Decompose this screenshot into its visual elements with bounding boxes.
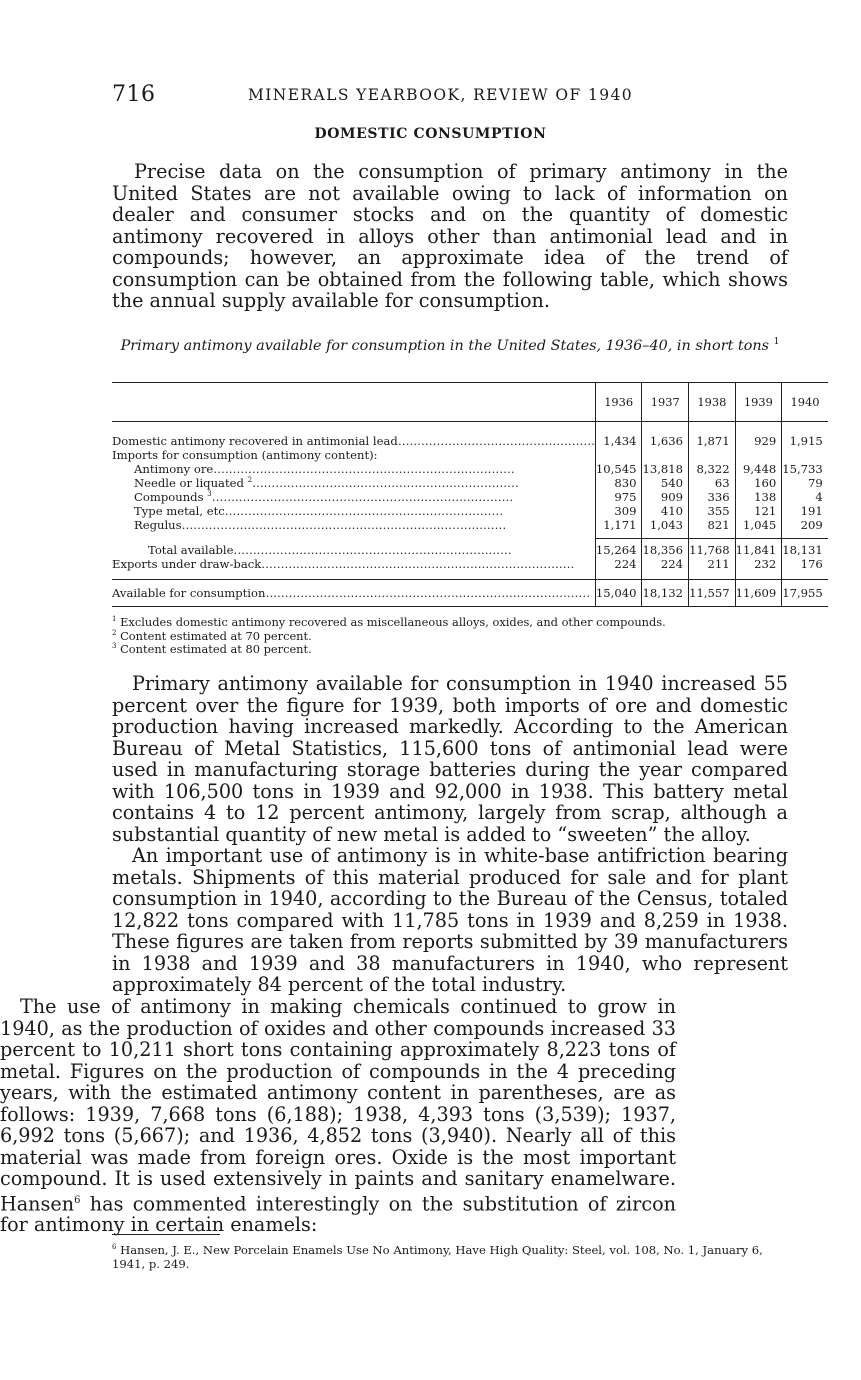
- table-row: Exports under draw-back……………………………………………………………………… 224 224 211 232 176: [112, 557, 828, 571]
- table-cell: 929: [735, 434, 782, 448]
- row-label: Needle or liquated: [134, 476, 244, 490]
- row-label: Imports for consumption (antimony content):: [112, 448, 378, 462]
- table-cell: 17,955: [782, 580, 828, 607]
- table-row: Needle or liquated $^2$…………………………………………………………… 830 540 63 160 79: [112, 476, 828, 490]
- table-cell: 540: [642, 476, 689, 490]
- table-row-available: Available for consumption………………………………………………………………………… 15,040 18,132 11,557 11,609 17,955: [112, 580, 828, 607]
- spacer-row: [112, 571, 828, 580]
- table-caption: [112, 333, 788, 355]
- paragraph-chemicals-text: The use of antimony in making chemicals continued to grow in 1940, as the production of oxides and other compounds increased 33 percent to 10,211 short tons containing approximately 8,223 tons of metal. Figures on the production of compounds in the 4 preceding years, with the estimated antimony content in parentheses, are as follows: 1939, 7,668 tons (6,188); 1938, 4,393 tons (3,539); 1937, 6,992 tons (5,667); and 1936, 4,852 tons (3,940). Nearly all of this material was made from foreign ores. Oxide is the most important compound. It is used extensively in paints and sanitary enamelware. Hansen: [0, 995, 676, 1215]
- table-footnote: [112, 640, 312, 656]
- table-cell: 15,264: [595, 543, 642, 557]
- table-cell: 224: [642, 557, 689, 571]
- row-label: Domestic antimony recovered in antimonial lead: [112, 434, 398, 448]
- header-year: 1940: [782, 383, 828, 422]
- paragraph-chemicals-tail: has commented interestingly on the substitution of zircon for antimony in certain enamels:: [0, 1191, 676, 1237]
- row-label: Type metal, etc: [134, 504, 225, 518]
- table-cell: 15,733: [782, 462, 828, 476]
- paragraph-bearing-metals: An important use of antimony is in white-base antifriction bearing metals. Shipments of this material produced for sale and for plant consumption in 1940, according to the Bureau of the Census, totaled 12,822 tons compared with 11,785 tons in 1939 and 8,259 in 1938. These figures are taken from reports submitted by 39 manufacturers in 1938 and 1939 and 38 manufacturers in 1940, who represent approximately 84 percent of the total industry.: [112, 844, 788, 996]
- page-number: 716: [112, 82, 156, 107]
- table-cell: 909: [642, 490, 689, 504]
- table-cell: 11,609: [735, 580, 782, 607]
- table-cell: 63: [689, 476, 736, 490]
- table-cell: 1,043: [642, 518, 689, 532]
- table-cell: 13,818: [642, 462, 689, 476]
- row-note: 2: [247, 476, 253, 485]
- table-cell: 211: [689, 557, 736, 571]
- table-cell: 191: [782, 504, 828, 518]
- header-year: 1938: [689, 383, 736, 422]
- spacer-row: [112, 422, 828, 435]
- table-cell: 336: [689, 490, 736, 504]
- paragraph-intro: Precise data on the consumption of primary antimony in the United States are not available owing to lack of information on dealer and consumer stocks and on the quantity of domestic antimony recovered in alloys other than antimonial lead and in compounds; however, an approximate idea of the trend of consumption can be obtained from the following table, which shows the annual supply available for consumption.: [112, 160, 788, 312]
- table-cell: 1,871: [689, 434, 736, 448]
- footnote-text: Content estimated at 80 percent.: [120, 641, 312, 656]
- table-cell: 232: [735, 557, 782, 571]
- footnote-text: Excludes domestic antimony recovered as miscellaneous alloys, oxides, and other compounds.: [120, 614, 666, 629]
- table-cell: 11,841: [735, 543, 782, 557]
- row-label: Available for consumption: [112, 586, 266, 600]
- paragraph-batteries: Primary antimony available for consumption in 1940 increased 55 percent over the figure for 1939, both imports of ore and domestic production having increased markedly. According to the American Bureau of Metal Statistics, 115,600 tons of antimonial lead were used in manufacturing storage batteries during the year compared with 106,500 tons in 1939 and 92,000 in 1938. This battery metal contains 4 to 12 percent antimony, largely from scrap, although a substantial quantity of new metal is added to “sweeten” the alloy.: [112, 672, 788, 846]
- table-cell: 1,171: [595, 518, 642, 532]
- table-cell: 975: [595, 490, 642, 504]
- table-cell: 138: [735, 490, 782, 504]
- table-cell: 18,132: [642, 580, 689, 607]
- table-cell: 10,545: [595, 462, 642, 476]
- table-cell: 79: [782, 476, 828, 490]
- table-cell: 1,915: [782, 434, 828, 448]
- table-cell: 1,045: [735, 518, 782, 532]
- running-title: MINERALS YEARBOOK, REVIEW OF 1940: [248, 86, 634, 104]
- page-footnote: [112, 1240, 792, 1271]
- table-cell: 160: [735, 476, 782, 490]
- table-caption-note: 1: [773, 337, 780, 347]
- table-cell: 410: [642, 504, 689, 518]
- table-header-row: [112, 383, 828, 422]
- table-cell: 18,131: [782, 543, 828, 557]
- table-row: Antimony ore…………………………………………………………………… 10,545 13,818 8,322 9,448 15,733: [112, 462, 828, 476]
- table-row: Regulus………………………………………………………………………… 1,171 1,043 821 1,045 209: [112, 518, 828, 532]
- footnote-text: Content estimated at 70 percent.: [120, 628, 312, 643]
- table-cell: 355: [689, 504, 736, 518]
- row-note: 3: [207, 490, 212, 499]
- row-label: Antimony ore: [134, 462, 214, 476]
- table-caption-text: Primary antimony available for consumption in the United States, 1936–40, in short tons: [120, 337, 770, 354]
- table-cell: 9,448: [735, 462, 782, 476]
- footnote-mark: 1: [112, 615, 117, 623]
- table-cell: 224: [595, 557, 642, 571]
- footnote-mark: 3: [112, 642, 117, 650]
- footnote-text: Hansen, J. E., New Porcelain Enamels Use No Antimony, Have High Quality: Steel, vol. 108, No. 1, January 6, 1941, p. 249.: [112, 1242, 763, 1271]
- table-cell: 830: [595, 476, 642, 490]
- table-cell: 121: [735, 504, 782, 518]
- header-year: 1939: [735, 383, 782, 422]
- row-label: Compounds: [134, 490, 204, 504]
- row-label: Regulus: [134, 518, 182, 532]
- table-cell: 309: [595, 504, 642, 518]
- table-cell: 8,322: [689, 462, 736, 476]
- row-label: Total available: [148, 543, 234, 557]
- table-cell: 1,636: [642, 434, 689, 448]
- table-row: [112, 448, 828, 462]
- table-row: Compounds $^3$…………………………………………………………………… 975 909 336 138 4: [112, 490, 828, 504]
- table-cell: 11,557: [689, 580, 736, 607]
- section-title: DOMESTIC CONSUMPTION: [314, 126, 547, 142]
- antimony-supply-table: [112, 382, 828, 607]
- table-row: Type metal, etc……………………………………………………………… 309 410 355 121 191: [112, 504, 828, 518]
- header-label-cell: [112, 383, 595, 422]
- table-row-total: Total available……………………………………………………………… 15,264 18,356 11,768 11,841 18,131: [112, 543, 828, 557]
- header-year: 1936: [595, 383, 642, 422]
- table-cell: 4: [782, 490, 828, 504]
- table-cell: 15,040: [595, 580, 642, 607]
- paragraph-footnote-ref: 6: [74, 1194, 81, 1206]
- row-label: Exports under draw-back: [112, 557, 262, 571]
- footnote-mark: 2: [112, 629, 117, 637]
- footnote-mark: 6: [112, 1243, 117, 1251]
- table-cell: 209: [782, 518, 828, 532]
- footnote-divider: [112, 1234, 220, 1235]
- table-cell: 1,434: [595, 434, 642, 448]
- table-cell: 821: [689, 518, 736, 532]
- table-cell: 18,356: [642, 543, 689, 557]
- table-cell: 176: [782, 557, 828, 571]
- header-year: 1937: [642, 383, 689, 422]
- paragraph-chemicals: [0, 996, 676, 1236]
- table-row: Domestic antimony recovered in antimonial lead…………………………………………… 1,434 1,636 1,871 929 1,915: [112, 434, 828, 448]
- table-cell: 11,768: [689, 543, 736, 557]
